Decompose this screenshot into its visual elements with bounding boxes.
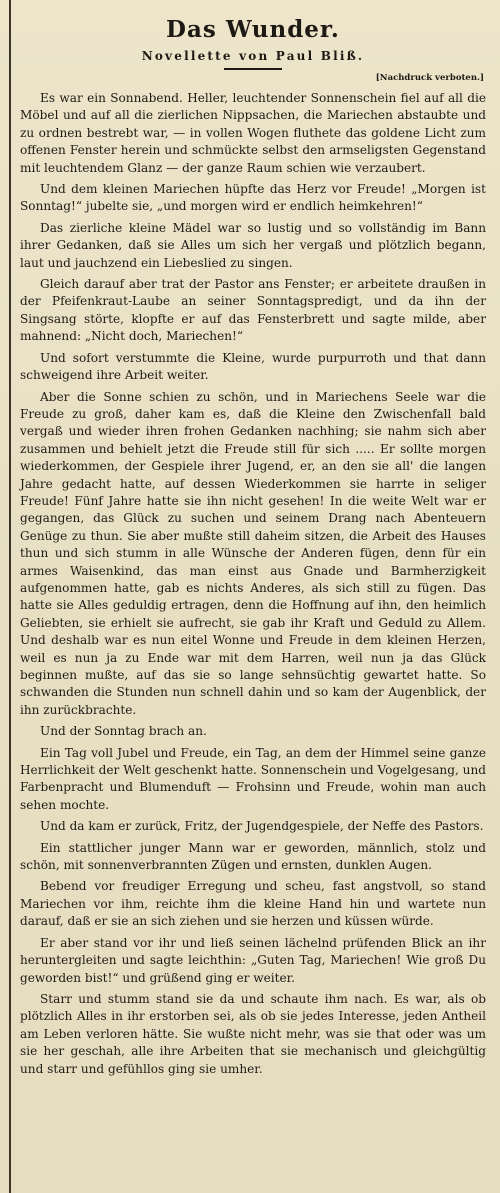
paragraph: Aber die Sonne schien zu schön, und in Mariechens Seele war die Freude zu groß, daher kam es, daß die Kleine den Zwischenfall bald vergaß und wieder ihren frohen Gedanken nachhing; sie nahm sich aber zusammen und behielt jetzt die Freude still für sich ..... Er sollte morgen wiederkommen, der Gespiele ihrer Jugend, er, an den sie all' die langen Jahre gedacht hatte, auf dessen Wiederkommen sie harrte in seliger Freude! Fünf Jahre hatte sie ihn nicht gesehen! In die weite Welt war er gegangen, das Glück zu suchen und seinem Drang nach Abenteuern Genüge zu thun. Sie aber mußte still daheim sitzen, die Arbeit des Hauses thun und sich stumm in alle Wünsche der Anderen fügen, denn für ein armes Waisenkind, das man einst aus Gnade und Barmherzigkeit aufgenommen hatte, gab es nichts Anderes, als sich still zu fügen. Das hatte sie Alles geduldig ertragen, denn die Hoffnung auf ihn, den heimlich Geliebten, sie erhielt sie aufrecht, sie gab ihr Kraft und Geduld zu Allem. Und deshalb war es nun eitel Wonne und Freude in dem kleinen Herzen, weil es nun ja zu Ende war mit dem Harren, weil nun ja das Glück beginnen mußte, auf das sie so lange sehnsüchtig gewartet hatte. So schwanden die Stunden nun schnell dahin und so kam der Augenblick, der ihn zurückbrachte. [20,389,486,717]
paragraph: Er aber stand vor ihr und ließ seinen lächelnd prüfenden Blick an ihr heruntergleiten und sagte leichthin: „Guten Tag, Mariechen! Wie groß Du geworden bist!“ und grüßend ging er weiter. [20,935,486,985]
article-byline: Novellette von Paul Bliß. [141,49,365,63]
article-body [20,90,486,1078]
reprint-notice: [Nachdruck verboten.] [375,73,484,83]
paragraph: Bebend vor freudiger Erregung und scheu, fast angstvoll, so stand Mariechen vor ihm, reichte ihm die kleine Hand hin und wartete nun darauf, daß er sie an sich ziehen und sie herzen und küssen würde. [20,879,486,929]
title-divider [224,68,282,70]
paragraph: Gleich darauf aber trat der Pastor ans Fenster; er arbeitete draußen in der Pfeifenkraut-Laube an seiner Sonntagspredigt, und da ihn der Singsang störte, klopfte er auf das Fensterbrett und sagte milde, aber mahnend: „Nicht doch, Mariechen!“ [20,277,486,344]
paragraph: Und sofort verstummte die Kleine, wurde purpurroth und that dann schweigend ihre Arbeit weiter. [20,350,486,383]
paragraph: Und der Sonntag brach an. [40,724,207,739]
paragraph: Ein Tag voll Jubel und Freude, ein Tag, an dem der Himmel seine ganze Herrlichkeit der Welt geschenkt hatte. Sonnenschein und Vogelgesang, und Farbenpracht und Blumenduft — Frohsinn und Freude, wohin man auch sehen mochte. [20,745,486,812]
column-rule [9,0,11,1193]
paragraph: Und dem kleinen Mariechen hüpfte das Herz vor Freude! „Morgen ist Sonntag!“ jubelte sie, „und morgen wird er endlich heimkehren!“ [20,182,486,214]
paragraph: Starr und stumm stand sie da und schaute ihm nach. Es war, als ob plötzlich Alles in ihr erstorben sei, als ob sie jedes Interesse, jeden Antheil am Leben verloren hätte. Sie wußte nicht mehr, was sie that oder was um sie her geschah, alle ihre Arbeiten that sie mechanisch und gleichgültig und starr und gefühllos ging sie umher. [20,991,486,1076]
paragraph: Und da kam er zurück, Fritz, der Jugendgespiele, der Neffe des Pastors. [40,819,484,834]
paragraph: Das zierliche kleine Mädel war so lustig und so vollständig im Bann ihrer Gedanken, daß sie Alles um sich her vergaß und plötzlich begann, laut und jauchzend ein Liebeslied zu singen. [20,220,486,270]
paragraph: Es war ein Sonnabend. Heller, leuchtender Sonnenschein fiel auf all die Möbel und auf all die zierlichen Nippsachen, die Mariechen abstaubte und zu ordnen bestrebt war, — in vollen Wogen fluthete das goldene Licht zum offenen Fenster herein und schmückte selbst den armseligsten Gegenstand mit leuchtendem Glanz — der ganze Raum schien wie verzaubert. [20,91,486,175]
paragraph: Ein stattlicher junger Mann war er geworden, männlich, stolz und schön, mit sonnenverbrannten Zügen und ernsten, dunklen Augen. [20,840,486,873]
article-title: Das Wunder. [166,16,340,43]
